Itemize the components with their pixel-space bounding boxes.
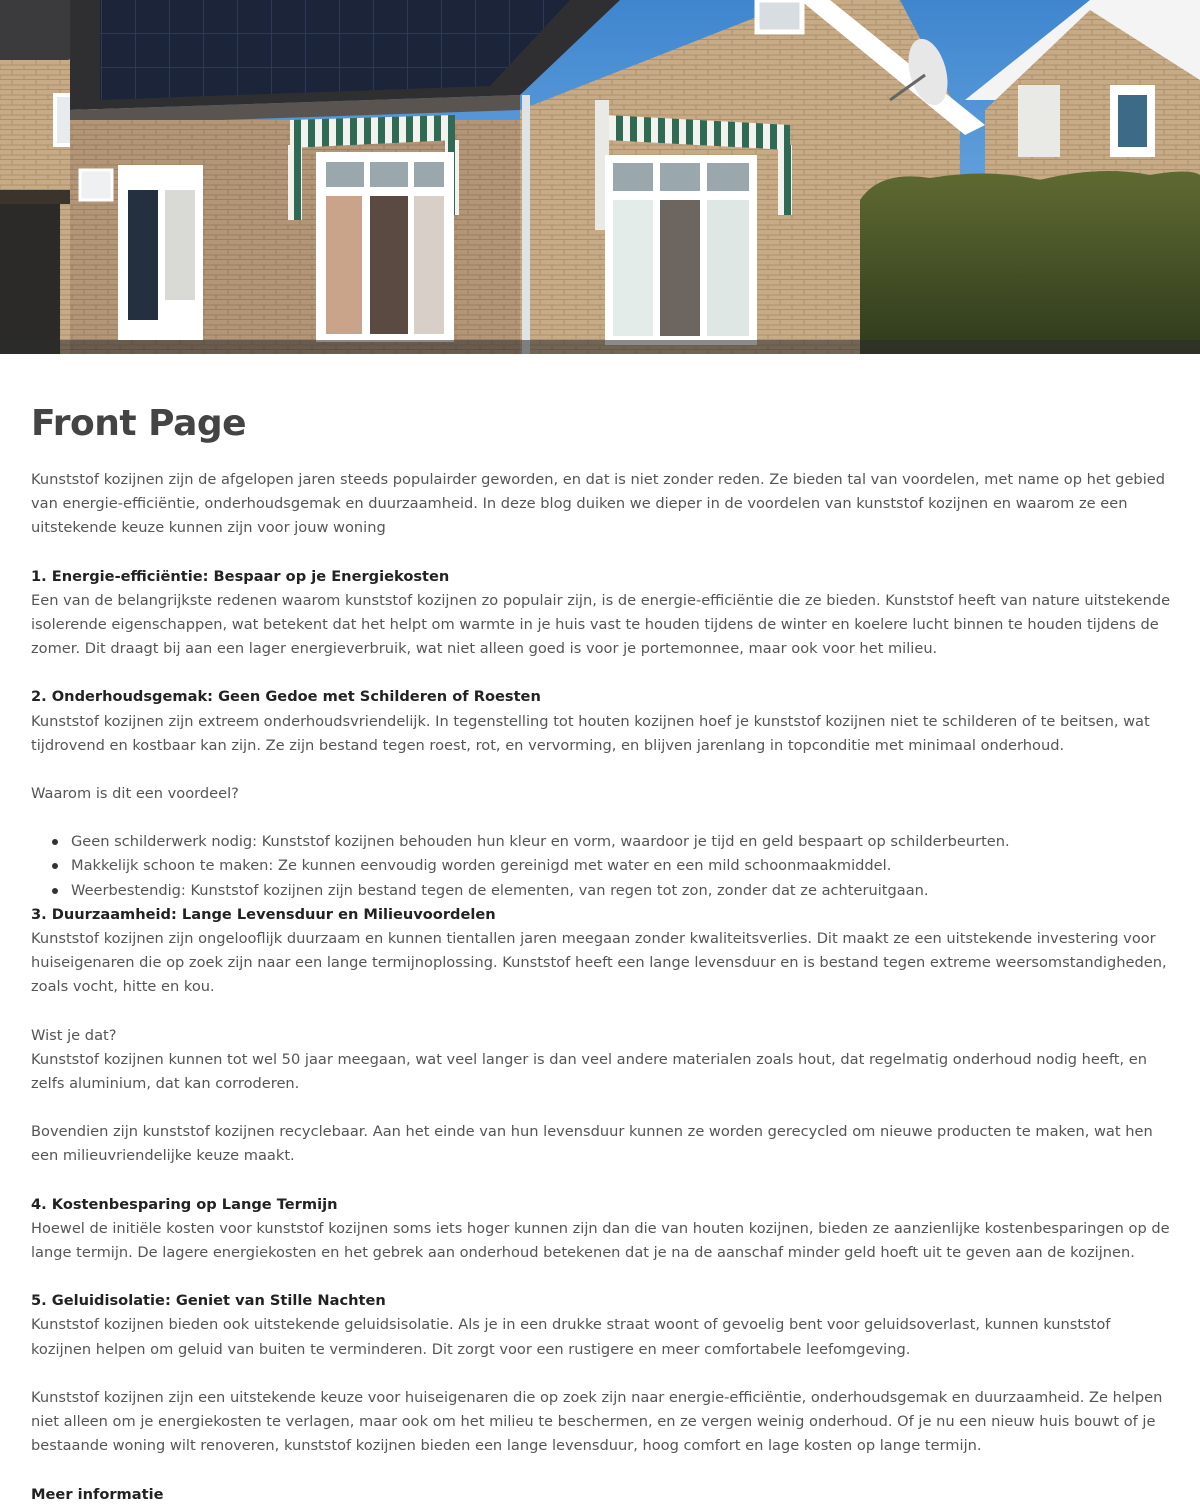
main-content [31,354,1171,1507]
section-text-durability: Kunststof kozijnen zijn ongelooflijk duurzaam en kunnen tientallen jaren meegaan zonder kwaliteitsverlies. Dit maakt ze een uitstekende investering voor huiseigenaren die op zoek zijn naar een lange termijnoplossing. Kunststof heeft een lange levensduur en is bestand tegen extreme weersomstandigheden, zoals vocht, hitte en kou. [31,930,1167,996]
section-text-maintenance: Kunststof kozijnen zijn extreem onderhoudsvriendelijk. In tegenstelling tot houten kozijnen hoef je kunststof kozijnen niet te schilderen of te beitsen, wat tijdrovend en kostbaar kan zijn. Ze zijn bestand tegen roest, rot, en vervorming, en blijven jarenlang in topconditie met minimaal onderhoud. [31,712,1150,754]
article-body [31,468,1171,1507]
list-item: Geen schilderwerk nodig: Kunststof kozijnen behouden hun kleur en vorm, waardoor je tijd en geld bespaart op schilderbeurten. [31,830,1171,854]
page-title: Front Page [31,403,247,444]
section-text-sound: Kunststof kozijnen bieden ook uitstekende geluidsisolatie. Als je in een drukke straat woont of gevoelig bent voor geluidsoverlast, kunnen kunststof kozijnen helpen om geluid van buiten te verminderen. Dit zorgt voor een rustigere en meer comfortabele leefomgeving. [31,1316,1111,1358]
section-heading-durability: 3. Duurzaamheid: Lange Levensduur en Milieuvoordelen [31,905,496,923]
benefit-list [31,830,1171,903]
list-item: Makkelijk schoon te maken: Ze kunnen eenvoudig worden gereinigd met water en een mild schoonmaakmiddel. [31,854,1171,878]
did-you-know-label: Wist je dat? [31,1026,117,1044]
conclusion-paragraph: Kunststof kozijnen zijn een uitstekende keuze voor huiseigenaren die op zoek zijn naar energie-efficiëntie, onderhoudsgemak en duurzaamheid. Ze helpen niet alleen om je energiekosten te verlagen, maar ook om het milieu te beschermen, en ze vergen weinig onderhoud. Of je nu een nieuw huis bouwt of je bestaande woning wilt renoveren, kunststof kozijnen bieden een lange levensduur, hoog comfort en lage kosten op lange termijn. [31,1388,1163,1455]
did-you-know-text: Kunststof kozijnen kunnen tot wel 50 jaar meegaan, wat veel langer is dan veel andere materialen zoals hout, dat regelmatig onderhoud nodig heeft, en zelfs aluminium, dat kan corroderen. [31,1050,1147,1093]
hero-image [0,0,1200,354]
section-text-energy: Een van de belangrijkste redenen waarom kunststof kozijnen zo populair zijn, is de energie-efficiëntie die ze bieden. Kunststof heeft van nature uitstekende isolerende eigenschappen, wat betekent dat het helpt om warmte in je huis vast te houden tijdens de winter en koelere lucht binnen te houden tijdens de zomer. Dit draagt bij aan een lager energieverbruik, wat niet alleen goed is voor je portemonnee, maar ook voor het milieu. [31,591,1171,658]
more-info-heading: Meer informatie [31,1485,164,1503]
recycle-paragraph: Bovendien zijn kunststof kozijnen recyclebaar. Aan het einde van hun levensduur kunnen ze worden gerecycled om nieuwe producten te maken, wat hen een milieuvriendelijke keuze maakt. [31,1123,1153,1165]
benefit-question: Waarom is dit een voordeel? [31,785,239,803]
house-photo-icon [0,0,1200,354]
section-heading-sound: 5. Geluidisolatie: Geniet van Stille Nachten [31,1292,386,1310]
section-heading-energy: 1. Energie-efficiëntie: Bespaar op je Energiekosten [31,567,450,585]
section-text-costs: Hoewel de initiële kosten voor kunststof kozijnen soms iets hoger kunnen zijn dan die van houten kozijnen, bieden ze aanzienlijke kostenbesparingen op de lange termijn. De lagere energiekosten en het gebrek aan onderhoud betekenen dat je na de aanschaf minder geld hoeft uit te geven aan de kozijnen. [31,1219,1170,1262]
intro-paragraph: Kunststof kozijnen zijn de afgelopen jaren steeds populairder geworden, en dat is niet zonder reden. Ze bieden tal van voordelen, met name op het gebied van energie-efficiëntie, onderhoudsgemak en duurzaamheid. In deze blog duiken we dieper in de voordelen van kunststof kozijnen en waarom ze een uitstekende keuze kunnen zijn voor jouw woning [31,471,1165,537]
list-item: Weerbestendig: Kunststof kozijnen zijn bestand tegen de elementen, van regen tot zon, zonder dat ze achteruitgaan. [31,879,1171,903]
section-heading-maintenance: 2. Onderhoudsgemak: Geen Gedoe met Schilderen of Roesten [31,688,541,706]
section-heading-costs: 4. Kostenbesparing op Lange Termijn [31,1195,338,1213]
